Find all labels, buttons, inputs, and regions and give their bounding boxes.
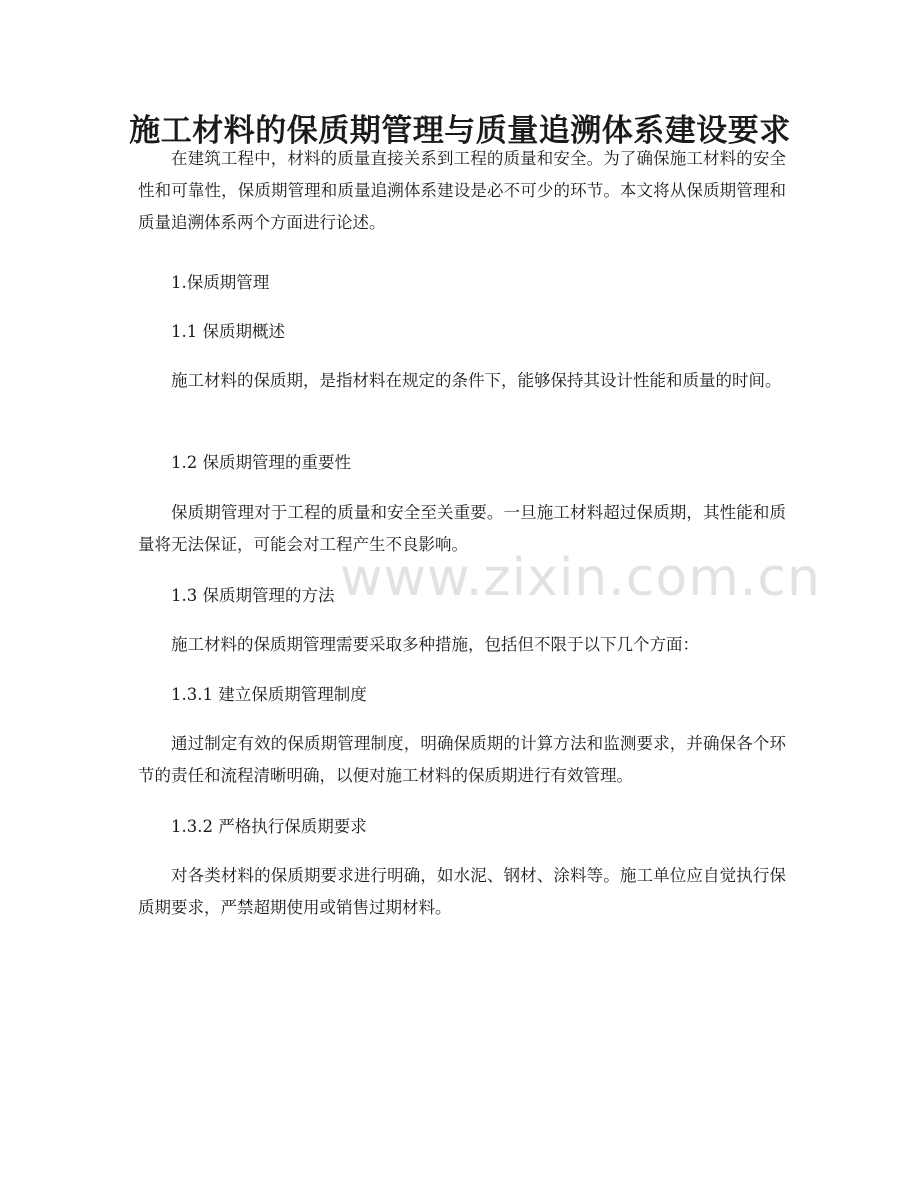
section-heading-1: 1.保质期管理 bbox=[171, 273, 270, 292]
section-heading-1-2: 1.2 保质期管理的重要性 bbox=[171, 453, 351, 472]
paragraph-1-2: 保质期管理对于工程的质量和安全至关重要。一旦施工材料超过保质期，其性能和质量将无法保证，可能会对工程产生不良影响。 bbox=[138, 503, 786, 554]
paragraph-1-3: 施工材料的保质期管理需要采取多种措施，包括但不限于以下几个方面： bbox=[171, 635, 699, 654]
intro-paragraph: 在建筑工程中，材料的质量直接关系到工程的质量和安全。为了确保施工材料的安全性和可靠性，保质期管理和质量追溯体系建设是必不可少的环节。本文将从保质期管理和质量追溯体系两个方面进行论述。 bbox=[138, 149, 786, 232]
paragraph-1-3-1: 通过制定有效的保质期管理制度，明确保质期的计算方法和监测要求，并确保各个环节的责任和流程清晰明确，以便对施工材料的保质期进行有效管理。 bbox=[138, 734, 786, 785]
paragraph-1-1: 施工材料的保质期，是指材料在规定的条件下，能够保持其设计性能和质量的时间。 bbox=[171, 371, 782, 390]
section-heading-1-3-2: 1.3.2 严格执行保质期要求 bbox=[171, 817, 367, 836]
section-heading-1-1: 1.1 保质期概述 bbox=[171, 322, 285, 341]
section-heading-1-3-1: 1.3.1 建立保质期管理制度 bbox=[171, 685, 367, 704]
paragraph-1-3-2: 对各类材料的保质期要求进行明确，如水泥、钢材、涂料等。施工单位应自觉执行保质期要求，严禁超期使用或销售过期材料。 bbox=[138, 866, 786, 917]
section-heading-1-3: 1.3 保质期管理的方法 bbox=[171, 586, 335, 605]
document-title: 施工材料的保质期管理与质量追溯体系建设要求 bbox=[129, 113, 791, 149]
watermark-text: www.zixin.com.cn bbox=[340, 548, 821, 608]
